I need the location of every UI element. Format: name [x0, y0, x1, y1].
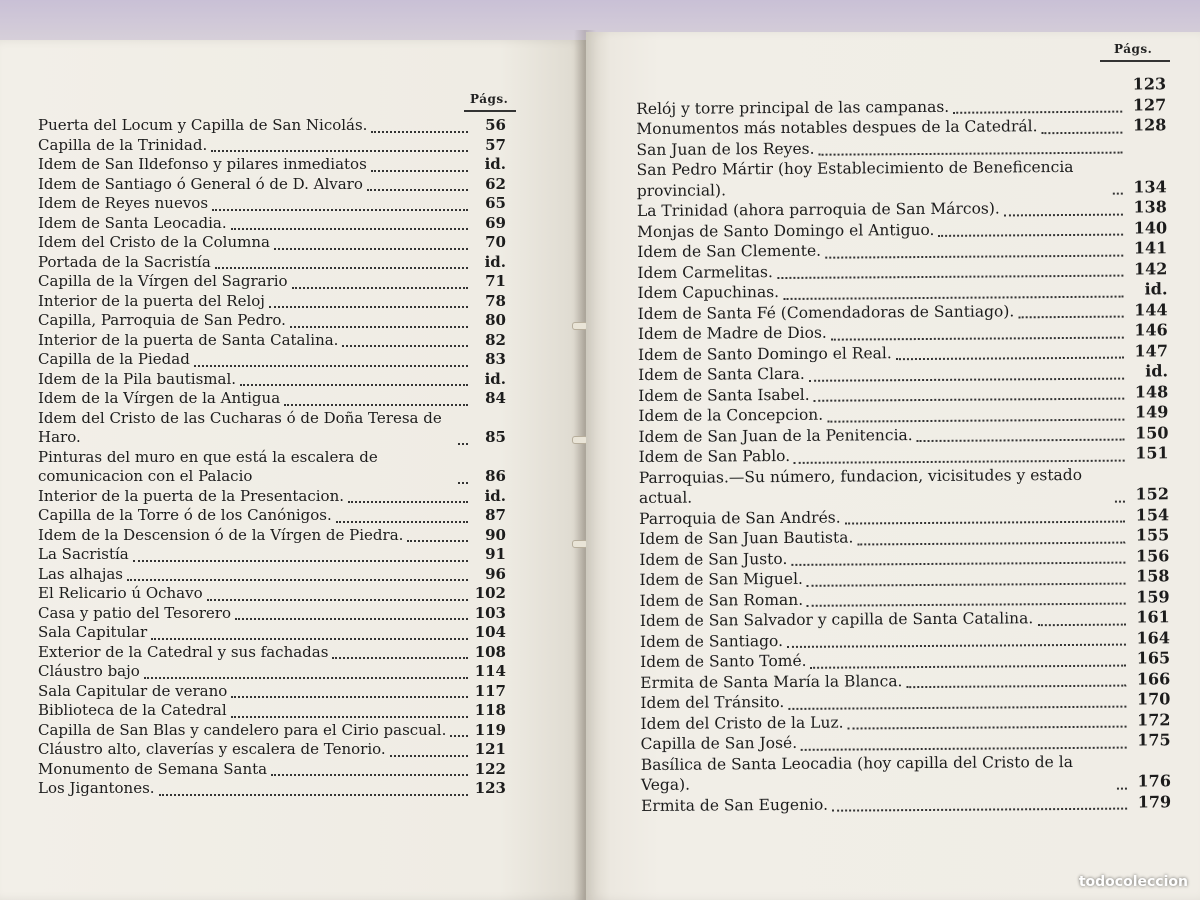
toc-entry-title: Idem de Santo Tomé. [640, 651, 807, 671]
toc-entry-title: Idem de San Salvador y capilla de Santa Catalina. [639, 609, 1034, 630]
dot-leader [1117, 787, 1127, 789]
toc-entry [38, 448, 506, 487]
dot-leader [269, 306, 468, 308]
dot-leader [917, 439, 1125, 442]
toc-entry-title: Monumento de Semana Santa [38, 759, 268, 778]
toc-entry-title: Ermita de Santa María la Blanca. [640, 671, 903, 692]
toc-entry-page: 91 [485, 545, 506, 563]
toc-entry [38, 623, 506, 643]
toc-entry-title: Idem de San Justo. [639, 549, 788, 569]
toc-entry-page: 164 [1136, 627, 1170, 648]
toc-entry-page: 166 [1136, 668, 1171, 689]
toc-entry [38, 682, 506, 702]
toc-entry [38, 136, 506, 156]
toc-entry-page: 87 [485, 506, 506, 524]
toc-entry-title: Relój y torre principal de las campanas. [636, 97, 950, 118]
toc-entry [641, 792, 1171, 816]
toc-entry-title: Capilla de la Vírgen del Sagrario [38, 272, 288, 290]
left-toc-list [38, 116, 506, 799]
toc-entry-title: Idem del Cristo de la Luz. [640, 713, 844, 733]
toc-entry-page: 152 [1135, 484, 1169, 504]
dot-leader [367, 189, 468, 191]
toc-entry-page: 176 [1137, 771, 1171, 791]
toc-entry [38, 662, 506, 682]
dot-leader [938, 234, 1123, 237]
dot-leader [348, 501, 468, 503]
toc-entry-page: 85 [485, 428, 506, 446]
toc-entry-page: 82 [485, 330, 506, 349]
toc-entry-title: Capilla de la Piedad [38, 350, 190, 368]
toc-entry-title: Idem del Tránsito. [640, 692, 785, 712]
toc-entry-title: Idem del Cristo de la Columna [38, 233, 270, 251]
toc-entry-title: Monumentos más notables despues de la Catedrál. [636, 117, 1038, 138]
toc-entry [637, 156, 1167, 201]
toc-entry-page: 134 [1133, 176, 1167, 197]
toc-entry [38, 740, 506, 760]
toc-entry-title: Idem de San Ildefonso y pilares inmediatos [38, 155, 367, 173]
toc-entry-title: Idem de San Roman. [639, 590, 804, 610]
toc-entry-title: Interior de la puerta de Santa Catalina. [38, 330, 339, 349]
toc-entry-page: id. [484, 369, 506, 388]
left-page [0, 40, 588, 900]
dot-leader [332, 657, 468, 659]
toc-entry [38, 487, 506, 507]
dot-leader [832, 808, 1127, 812]
dot-leader [1042, 131, 1123, 134]
toc-entry-page: id. [1145, 361, 1169, 381]
dot-leader [807, 582, 1126, 586]
toc-entry [38, 760, 506, 780]
toc-entry-title: Idem de la Descension ó de la Vírgen de Piedra. [38, 525, 404, 544]
toc-entry [38, 155, 506, 175]
dot-leader [845, 521, 1125, 525]
toc-entry-title: Parroquia de San Andrés. [639, 508, 841, 528]
toc-entry-title: Idem de San Juan Bautista. [639, 528, 854, 548]
toc-entry-title: Idem de Madre de Dios. [637, 323, 827, 343]
toc-entry-title: Interior de la puerta de la Presentacion. [38, 486, 344, 505]
right-pags-rule [1100, 60, 1170, 62]
dot-leader [212, 209, 468, 211]
toc-entry-page: 123 [474, 779, 506, 797]
toc-entry-title: Idem de Santa Isabel. [638, 385, 810, 405]
toc-entry [641, 751, 1171, 796]
dot-leader [292, 287, 468, 289]
left-pags-rule [464, 110, 516, 112]
toc-entry-title: La Sacristía [38, 545, 129, 563]
toc-entry-page: 56 [485, 116, 506, 134]
toc-entry [38, 779, 506, 799]
toc-entry-title: Parroquias.—Su número, fundacion, vicisitudes y estado actual. [638, 465, 1083, 507]
toc-entry-page: 69 [485, 213, 506, 232]
toc-entry [38, 116, 506, 136]
toc-entry-page: 119 [474, 720, 506, 739]
toc-entry-title: Idem de Santa Fé (Comendadoras de Santiago). [637, 301, 1015, 323]
toc-entry-page: 108 [474, 642, 506, 661]
toc-entry-title: Portada de la Sacristía [38, 252, 211, 271]
dot-leader [194, 365, 468, 367]
toc-entry-title: Cláustro alto, claverías y escalera de Tenorio. [38, 740, 386, 758]
dot-leader [127, 579, 468, 581]
dot-leader [809, 377, 1124, 381]
dot-leader [807, 603, 1126, 607]
toc-entry-page: 114 [474, 662, 506, 680]
toc-entry-page: 172 [1137, 709, 1171, 730]
toc-entry-page: 155 [1135, 525, 1170, 545]
toc-entry [38, 604, 506, 624]
dot-leader [240, 384, 468, 386]
dot-leader [825, 254, 1123, 258]
toc-entry-title: Puerta del Locum y Capilla de San Nicolás. [38, 116, 368, 134]
dot-leader [231, 716, 468, 718]
dot-leader [271, 774, 468, 776]
toc-entry-page: id. [484, 252, 506, 271]
toc-entry-page: 62 [485, 174, 506, 193]
toc-entry-title: Ermita de San Eugenio. [641, 795, 829, 815]
toc-entry-title: Idem Carmelitas. [637, 262, 773, 282]
toc-entry-title: Idem de San Miguel. [639, 569, 804, 589]
toc-entry [38, 331, 506, 351]
toc-entry [38, 194, 506, 214]
toc-entry-title: Idem de Santa Clara. [638, 364, 805, 384]
toc-entry-page: 149 [1134, 402, 1169, 422]
toc-entry-page: id. [484, 486, 506, 505]
dot-leader [1018, 316, 1123, 319]
toc-entry-page: 121 [474, 740, 506, 758]
dot-leader [450, 735, 468, 737]
dot-leader [857, 541, 1125, 545]
toc-entry-title: Idem de San Pablo. [638, 446, 791, 466]
dot-leader [1113, 193, 1123, 195]
dot-leader [231, 696, 468, 698]
toc-entry-page: 144 [1134, 299, 1168, 320]
toc-entry-title: Idem de la Vírgen de la Antigua [38, 389, 281, 407]
toc-entry-page: 118 [474, 701, 506, 719]
toc-entry-page: 179 [1137, 791, 1172, 812]
dot-leader [207, 599, 468, 601]
dot-leader [787, 644, 1126, 648]
toc-entry-page: 65 [485, 194, 506, 212]
toc-entry-page: id. [1144, 279, 1168, 299]
dot-leader [407, 540, 468, 542]
dot-leader [235, 618, 468, 620]
toc-entry [38, 701, 506, 721]
dot-leader [274, 248, 468, 250]
dot-leader [1037, 623, 1125, 626]
right-pags-header: Págs. [1114, 42, 1153, 56]
toc-entry-title: Idem de la Concepcion. [638, 405, 824, 425]
dot-leader [371, 131, 468, 133]
toc-entry-page: 140 [1133, 217, 1168, 238]
toc-entry [38, 643, 506, 663]
toc-entry [38, 506, 506, 526]
toc-entry-title: Idem de Santo Domingo el Real. [637, 343, 892, 364]
toc-entry [38, 584, 506, 604]
dot-leader [211, 150, 468, 152]
toc-entry-title: Capilla de la Torre ó de los Canónigos. [38, 506, 332, 524]
dot-leader [144, 677, 468, 679]
dot-leader [458, 443, 468, 445]
dot-leader [1004, 213, 1123, 216]
toc-entry-page: 151 [1135, 443, 1169, 463]
right-page [586, 32, 1200, 900]
toc-entry [38, 292, 506, 312]
toc-top-page-number: 123 [1132, 74, 1167, 94]
toc-entry-page: 146 [1134, 320, 1168, 340]
toc-entry-title: Los Jigantones. [38, 779, 155, 797]
toc-entry [38, 409, 506, 448]
dot-leader [831, 336, 1124, 340]
toc-entry-page: 159 [1136, 586, 1170, 607]
toc-entry-title: Pinturas del muro en que está la escalera de comunicacion con el Palacio [38, 447, 378, 485]
toc-entry-page: 90 [485, 525, 506, 544]
toc-entry [38, 389, 506, 409]
toc-entry [38, 350, 506, 370]
toc-entry-title: La Trinidad (ahora parroquia de San Márcos). [636, 199, 1000, 220]
toc-entry-page: 102 [474, 584, 506, 602]
toc-entry-title: Idem de Santiago ó General ó de D. Alvaro [38, 174, 363, 193]
toc-entry-title: Basílica de Santa Leocadia (hoy capilla del Cristo de la Vega). [640, 752, 1073, 794]
dot-leader [819, 152, 1123, 156]
left-pags-header: Págs. [470, 92, 509, 106]
toc-entry [38, 233, 506, 253]
dot-leader [458, 482, 468, 484]
toc-entry-page: 142 [1133, 258, 1168, 279]
toc-entry [38, 526, 506, 546]
toc-entry-page: 80 [485, 311, 506, 329]
toc-entry-title: Biblioteca de la Catedral [38, 701, 227, 719]
dot-leader [336, 521, 468, 523]
toc-entry-title: Idem de Santa Leocadia. [38, 213, 227, 232]
toc-entry-page: 86 [485, 467, 506, 485]
toc-entry-page: 78 [485, 291, 506, 310]
dot-leader [791, 562, 1125, 566]
dot-leader [794, 459, 1125, 463]
toc-entry-page: 154 [1135, 504, 1170, 525]
toc-entry-page: 147 [1134, 340, 1168, 361]
dot-leader [777, 275, 1124, 279]
toc-entry-page: 122 [474, 759, 506, 778]
dot-leader [231, 228, 468, 230]
toc-entry-page: 83 [485, 350, 506, 368]
toc-entry-title: Exterior de la Catedral y sus fachadas [38, 642, 329, 661]
toc-entry [38, 565, 506, 585]
right-toc-list [636, 74, 1171, 816]
toc-entry-title: Capilla de la Trinidad. [38, 135, 208, 154]
toc-entry-page: 128 [1132, 115, 1167, 135]
dot-leader [371, 170, 468, 172]
toc-entry-title: Cláustro bajo [38, 662, 140, 680]
toc-entry-title: Las alhajas [38, 564, 124, 583]
dot-leader [827, 418, 1124, 422]
dot-leader [811, 664, 1127, 668]
toc-entry-title: Sala Capitular de verano [38, 681, 228, 700]
toc-entry [38, 272, 506, 292]
dot-leader [783, 295, 1123, 299]
toc-entry-title: Idem de San Clemente. [637, 241, 822, 261]
toc-entry-page: id. [484, 155, 506, 173]
dot-leader [848, 726, 1127, 730]
toc-entry-title: San Pedro Mártir (hoy Establecimiento de Beneficencia provincial). [636, 157, 1074, 200]
toc-entry-title: Interior de la puerta del Reloj [38, 291, 265, 310]
toc-entry-page: 96 [485, 564, 506, 583]
toc-entry-title: El Relicario ú Ochavo [38, 584, 203, 602]
toc-entry-page: 117 [474, 681, 506, 700]
toc-entry-title: Capilla de San José. [640, 733, 798, 753]
toc-entry-page: 165 [1136, 648, 1171, 668]
toc-entry-page: 71 [485, 272, 506, 290]
dot-leader [151, 638, 468, 640]
toc-entry [38, 214, 506, 234]
toc-entry [38, 253, 506, 273]
dot-leader [159, 794, 468, 796]
dot-leader [953, 111, 1122, 114]
toc-entry-title: San Juan de los Reyes. [636, 139, 815, 159]
toc-entry-page: 127 [1132, 94, 1167, 115]
dot-leader [788, 705, 1126, 709]
watermark-logo: todocoleccion [1078, 874, 1188, 890]
toc-entry-page: 161 [1136, 607, 1170, 627]
dot-leader [896, 357, 1124, 361]
dot-leader [342, 345, 468, 347]
toc-entry [38, 370, 506, 390]
dot-leader [390, 755, 468, 757]
toc-entry-page: 158 [1136, 566, 1170, 586]
toc-entry-title: Idem Capuchinas. [637, 283, 780, 302]
toc-entry-title: Monjas de Santo Domingo el Antiguo. [637, 220, 935, 241]
toc-entry [38, 175, 506, 195]
toc-entry-page: 141 [1133, 238, 1168, 258]
toc-entry-page: 150 [1135, 422, 1169, 443]
toc-entry-page: 57 [485, 135, 506, 154]
toc-entry-page: 84 [485, 389, 506, 407]
toc-entry-page: 156 [1135, 545, 1170, 566]
dot-leader [290, 326, 468, 328]
toc-entry-title: Sala Capitular [38, 623, 148, 641]
toc-entry-page: 148 [1134, 381, 1169, 402]
toc-entry-title: Idem de Santiago. [639, 631, 784, 651]
toc-entry [38, 545, 506, 565]
dot-leader [906, 685, 1126, 689]
toc-entry-title: Idem de San Juan de la Penitencia. [638, 425, 913, 446]
toc-entry-page: 138 [1133, 197, 1167, 217]
toc-entry-page: 170 [1136, 689, 1171, 709]
dot-leader [284, 404, 468, 406]
toc-entry-title: Idem de la Pila bautismal. [38, 369, 237, 388]
dot-leader [133, 560, 468, 562]
dot-leader [801, 746, 1127, 750]
dot-leader [814, 398, 1125, 402]
toc-entry-page: 70 [485, 233, 506, 251]
dot-leader [215, 267, 468, 269]
toc-entry [639, 464, 1169, 509]
toc-entry-title: Capilla, Parroquia de San Pedro. [38, 311, 286, 329]
toc-entry-title: Capilla de San Blas y candelero para el Cirio pascual. [38, 720, 447, 739]
toc-entry-title: Idem del Cristo de las Cucharas ó de Doña Teresa de Haro. [38, 408, 442, 446]
dot-leader [1115, 500, 1125, 502]
toc-entry-title: Casa y patio del Tesorero [38, 603, 231, 622]
toc-entry-page: 103 [474, 603, 506, 622]
toc-entry-title: Idem de Reyes nuevos [38, 194, 209, 212]
toc-entry [38, 721, 506, 741]
toc-entry-page: 175 [1137, 730, 1171, 750]
toc-entry [38, 311, 506, 331]
toc-entry-page: 104 [474, 623, 506, 641]
